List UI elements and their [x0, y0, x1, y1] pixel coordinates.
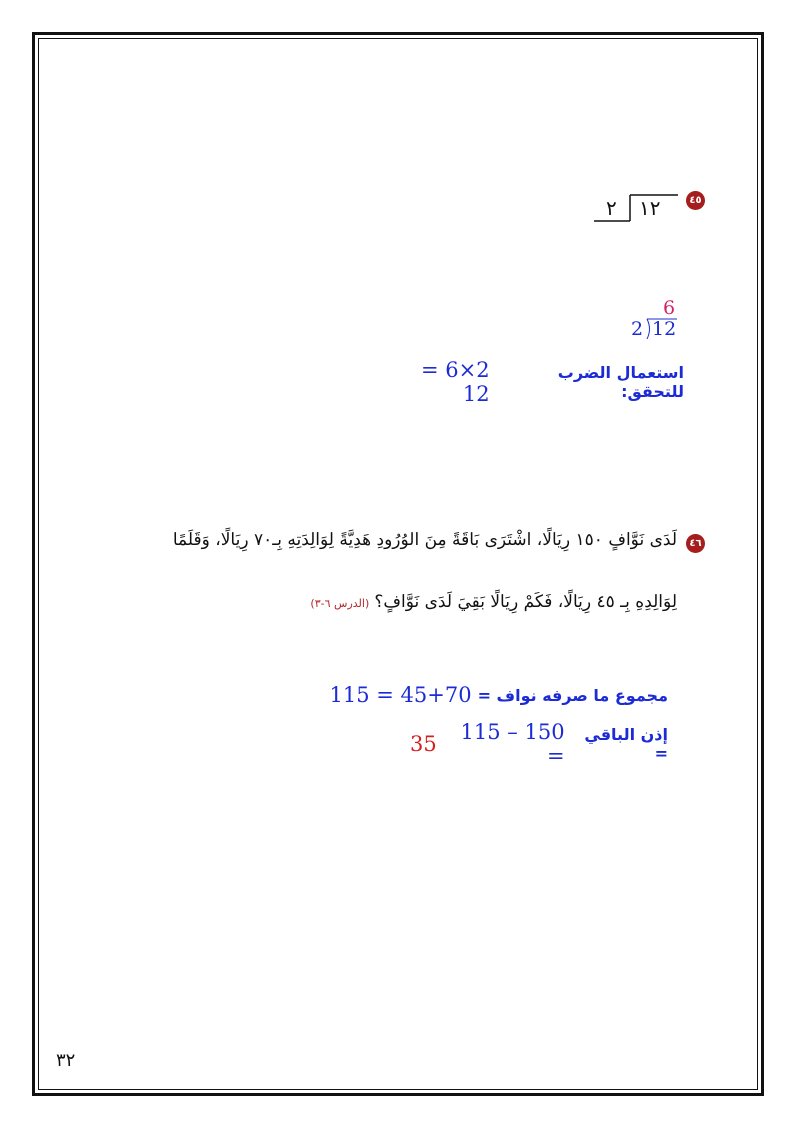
problem-46-line-2: لِوَالِدِهِ بِـ ٤٥ رِيَالًا، فَكَمْ رِيَالًا بَقِيَ لَدَى نَوَّافٍ؟ — [374, 592, 677, 612]
problem-45-badge — [686, 191, 705, 210]
problem-46-lesson-ref: (الدرس ٦-٣) — [310, 597, 370, 610]
solution-45-check-label: استعمال الضرب للتحقق: — [557, 363, 684, 401]
solution-46-remainder-row — [410, 720, 668, 768]
solution-45-long-division — [630, 297, 680, 345]
page-number: ٣٢ — [56, 1050, 76, 1071]
problem-45-number: ٤٥ — [689, 195, 702, 206]
problem-45-dividend: ١٢ — [639, 196, 661, 220]
problem-46-line-2-row — [260, 592, 677, 612]
solution-45-quotient: 6 — [663, 297, 676, 319]
problem-45-divisor: ٢ — [606, 196, 617, 220]
solution-46-sum-equation: 45+70 = 115 — [329, 683, 472, 707]
problem-46-number: ٤٦ — [689, 538, 702, 549]
solution-46-remainder-result: 35 — [410, 732, 437, 756]
solution-46-remainder-label: إذن الباقي = — [584, 725, 668, 763]
solution-45-dividend: 12 — [652, 318, 677, 340]
solution-45-check-equation: 2×6 = 12 — [421, 358, 490, 406]
problem-45-long-division — [594, 190, 678, 224]
problem-46-badge — [686, 534, 705, 553]
solution-46-sum-row — [320, 680, 668, 710]
solution-46-remainder-equation: 150 – 115 = — [460, 720, 565, 768]
solution-45-check-row — [392, 358, 684, 406]
problem-46-line-1: لَدَى نَوَّافٍ ١٥٠ رِيَالًا، اشْتَرَى بَاقَةً مِنَ الوُرُودِ هَدِيَّةً لِوَالِدَتِهِ بِـ٧٠ رِيَالًا، وَقَلَمًا — [172, 530, 677, 550]
solution-45-divisor: 2 — [631, 318, 644, 340]
solution-46-sum-label: مجموع ما صرفه نواف = — [477, 685, 668, 705]
